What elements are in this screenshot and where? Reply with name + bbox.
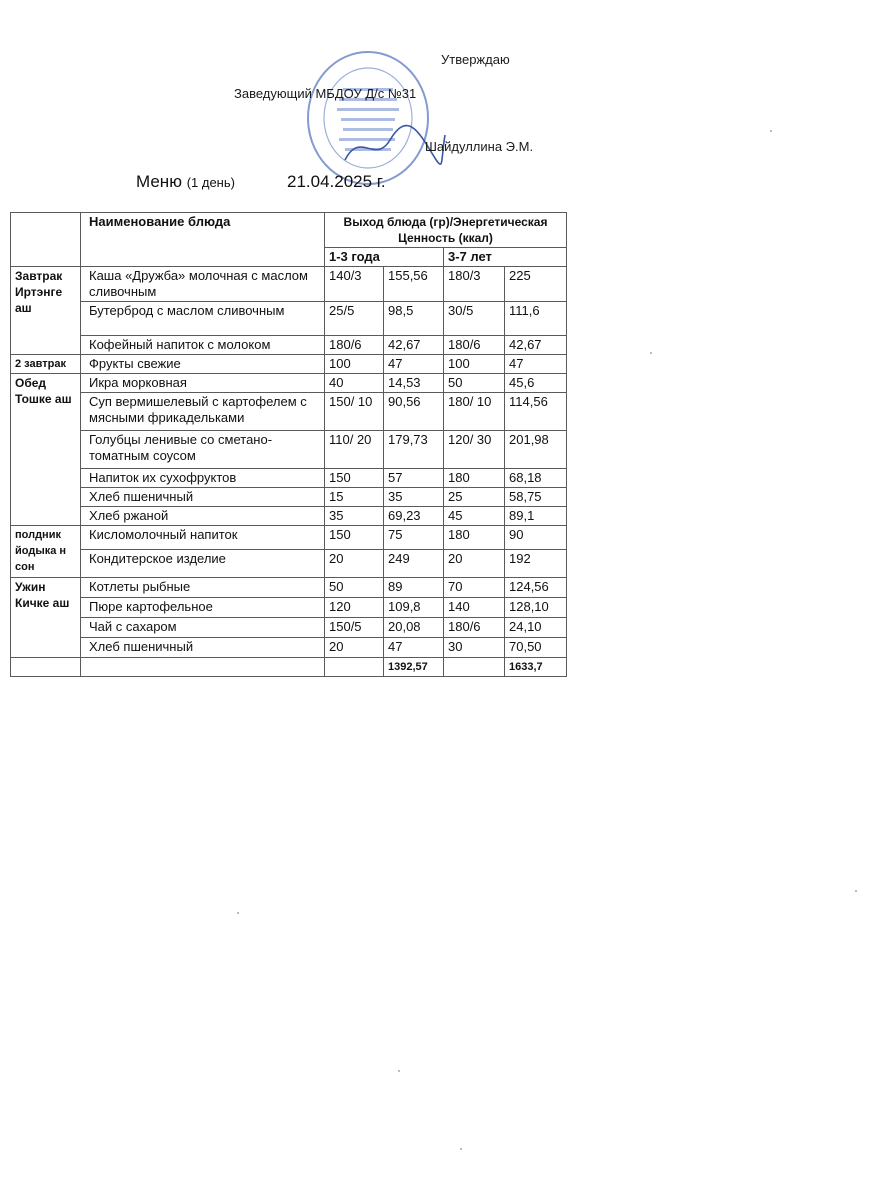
value-cell-e2: 42,67 xyxy=(505,336,567,355)
value-cell-e2: 114,56 xyxy=(505,393,567,431)
dish-name-cell: Фрукты свежие xyxy=(81,355,325,374)
value-cell-w2: 180/ 10 xyxy=(444,393,505,431)
value-cell-w2: 30/5 xyxy=(444,302,505,336)
table-row xyxy=(11,336,567,355)
value-cell-w2: 30 xyxy=(444,638,505,658)
table-row xyxy=(11,578,567,598)
dish-name-cell: Икра морковная xyxy=(81,374,325,393)
value-cell-e1: 47 xyxy=(384,638,444,658)
value-cell-w1: 150 xyxy=(325,526,384,550)
dish-name-cell: Каша «Дружба» молочная с маслом сливочным xyxy=(81,267,325,302)
total-e2: 1633,7 xyxy=(505,658,567,677)
dish-name-cell: Кондитерское изделие xyxy=(81,550,325,578)
value-cell-e1: 14,53 xyxy=(384,374,444,393)
value-cell-w1: 40 xyxy=(325,374,384,393)
value-cell-e2: 201,98 xyxy=(505,431,567,469)
dish-name-cell: Котлеты рыбные xyxy=(81,578,325,598)
meal-cell: Завтрак Иртэнге аш xyxy=(11,267,81,355)
value-cell-e2: 111,6 xyxy=(505,302,567,336)
value-cell-w1: 110/ 20 xyxy=(325,431,384,469)
value-cell-w1: 150/5 xyxy=(325,618,384,638)
value-cell-w1: 150/ 10 xyxy=(325,393,384,431)
value-cell-w1: 25/5 xyxy=(325,302,384,336)
dish-name-cell: Голубцы ленивые со сметано-томатным соусом xyxy=(81,431,325,469)
value-cell-w1: 150 xyxy=(325,469,384,488)
totals-blank-cell xyxy=(325,658,384,677)
value-cell-e1: 179,73 xyxy=(384,431,444,469)
meal-cell: Ужин Кичке аш xyxy=(11,578,81,658)
value-cell-e2: 128,10 xyxy=(505,598,567,618)
value-cell-e2: 58,75 xyxy=(505,488,567,507)
value-cell-e1: 98,5 xyxy=(384,302,444,336)
menu-subtitle: (1 день) xyxy=(186,175,235,190)
approval-label: Утверждаю xyxy=(441,52,510,67)
dish-name-cell: Кофейный напиток с молоком xyxy=(81,336,325,355)
value-cell-w2: 50 xyxy=(444,374,505,393)
dish-name-cell: Суп вермишелевый с картофелем с мясными фрикадельками xyxy=(81,393,325,431)
value-cell-w2: 45 xyxy=(444,507,505,526)
value-cell-e1: 69,23 xyxy=(384,507,444,526)
table-row xyxy=(11,618,567,638)
column-header-output: Выход блюда (гр)/Энергетическая Ценность (ккал) xyxy=(325,213,567,248)
dish-name-cell: Напиток их сухофруктов xyxy=(81,469,325,488)
value-cell-w1: 20 xyxy=(325,638,384,658)
total-e1: 1392,57 xyxy=(384,658,444,677)
dish-name-cell: Чай с сахаром xyxy=(81,618,325,638)
table-row xyxy=(11,507,567,526)
header-blank-cell xyxy=(11,213,81,267)
value-cell-w1: 35 xyxy=(325,507,384,526)
table-row xyxy=(11,550,567,578)
value-cell-e1: 35 xyxy=(384,488,444,507)
meal-cell: полдник йодыка н сон xyxy=(11,526,81,578)
value-cell-e1: 90,56 xyxy=(384,393,444,431)
value-cell-e2: 45,6 xyxy=(505,374,567,393)
table-row xyxy=(11,488,567,507)
value-cell-w1: 15 xyxy=(325,488,384,507)
value-cell-e2: 47 xyxy=(505,355,567,374)
table-row xyxy=(11,393,567,431)
dish-name-cell: Кисломолочный напиток xyxy=(81,526,325,550)
value-cell-e2: 192 xyxy=(505,550,567,578)
value-cell-w2: 140 xyxy=(444,598,505,618)
value-cell-w2: 20 xyxy=(444,550,505,578)
table-row xyxy=(11,638,567,658)
totals-blank-cell xyxy=(444,658,505,677)
value-cell-e2: 90 xyxy=(505,526,567,550)
value-cell-e1: 249 xyxy=(384,550,444,578)
dish-name-cell: Хлеб пшеничный xyxy=(81,638,325,658)
value-cell-e1: 89 xyxy=(384,578,444,598)
value-cell-w1: 140/3 xyxy=(325,267,384,302)
table-row xyxy=(11,355,567,374)
value-cell-e2: 68,18 xyxy=(505,469,567,488)
value-cell-w2: 180/6 xyxy=(444,618,505,638)
value-cell-w2: 180/6 xyxy=(444,336,505,355)
value-cell-w2: 180/3 xyxy=(444,267,505,302)
value-cell-e2: 89,1 xyxy=(505,507,567,526)
value-cell-e2: 124,56 xyxy=(505,578,567,598)
column-header-dish: Наименование блюда xyxy=(81,213,325,267)
age-header-3-7: 3-7 лет xyxy=(444,248,567,267)
value-cell-e1: 155,56 xyxy=(384,267,444,302)
value-cell-e2: 70,50 xyxy=(505,638,567,658)
director-title: Заведующий МБДОУ Д/с №31 xyxy=(234,86,417,101)
dish-name-cell: Бутерброд с маслом сливочным xyxy=(81,302,325,336)
table-row xyxy=(11,526,567,550)
table-row xyxy=(11,267,567,302)
value-cell-w2: 100 xyxy=(444,355,505,374)
table-row xyxy=(11,598,567,618)
value-cell-w1: 20 xyxy=(325,550,384,578)
value-cell-w2: 180 xyxy=(444,526,505,550)
signer-name: Шайдуллина Э.М. xyxy=(425,139,534,154)
value-cell-e1: 47 xyxy=(384,355,444,374)
table-row xyxy=(11,431,567,469)
value-cell-w2: 70 xyxy=(444,578,505,598)
totals-row xyxy=(11,658,567,677)
menu-title-text: Меню xyxy=(136,172,182,191)
table-row xyxy=(11,469,567,488)
dish-name-cell: Пюре картофельное xyxy=(81,598,325,618)
value-cell-w1: 180/6 xyxy=(325,336,384,355)
value-cell-w1: 100 xyxy=(325,355,384,374)
value-cell-e1: 75 xyxy=(384,526,444,550)
value-cell-e2: 24,10 xyxy=(505,618,567,638)
value-cell-e1: 109,8 xyxy=(384,598,444,618)
value-cell-e1: 20,08 xyxy=(384,618,444,638)
value-cell-w2: 180 xyxy=(444,469,505,488)
age-header-1-3: 1-3 года xyxy=(325,248,444,267)
meal-cell: 2 завтрак xyxy=(11,355,81,374)
dish-name-cell: Хлеб пшеничный xyxy=(81,488,325,507)
menu-title xyxy=(136,172,235,192)
totals-blank-cell xyxy=(11,658,81,677)
menu-table xyxy=(10,212,567,677)
value-cell-w2: 120/ 30 xyxy=(444,431,505,469)
table-row xyxy=(11,302,567,336)
value-cell-e1: 42,67 xyxy=(384,336,444,355)
dish-name-cell: Хлеб ржаной xyxy=(81,507,325,526)
totals-blank-cell xyxy=(81,658,325,677)
value-cell-w1: 50 xyxy=(325,578,384,598)
value-cell-e2: 225 xyxy=(505,267,567,302)
menu-date: 21.04.2025 г. xyxy=(287,172,386,191)
value-cell-w1: 120 xyxy=(325,598,384,618)
value-cell-e1: 57 xyxy=(384,469,444,488)
value-cell-w2: 25 xyxy=(444,488,505,507)
meal-cell: Обед Тошке аш xyxy=(11,374,81,526)
table-row xyxy=(11,374,567,393)
